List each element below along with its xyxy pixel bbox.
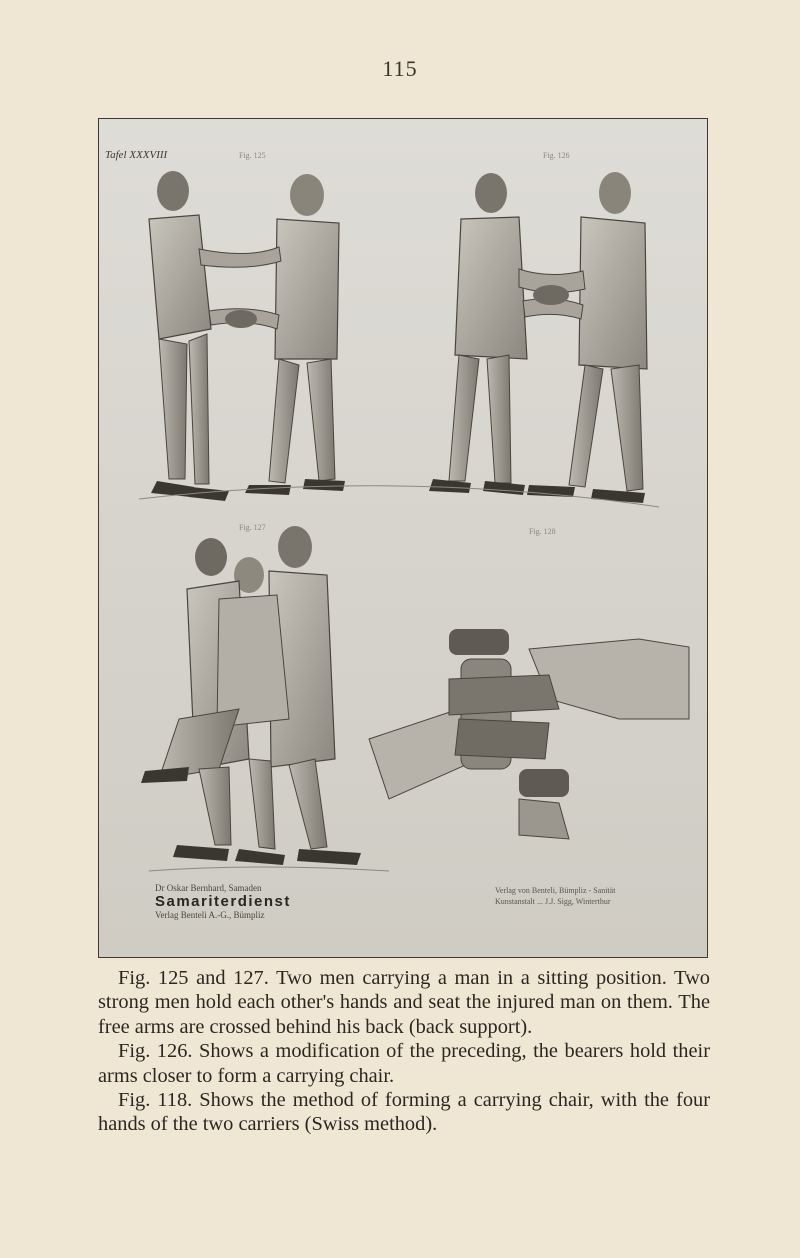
credit-right-line-2: Kunstanstalt ... J.J. Sigg, Winterthur [495, 897, 611, 906]
credit-author: Dr Oskar Bernhard, Samaden [155, 883, 262, 893]
caption-paragraph: Fig. 118. Shows the method of forming a carrying chair, with the four hands of the two carriers (Swiss method). [98, 1089, 710, 1136]
plate-credit-right [495, 885, 700, 907]
page-number: 115 [382, 56, 418, 81]
illustration-plate [98, 118, 708, 958]
credit-right-line-1: Verlag von Benteli, Bümpliz - Sanität [495, 886, 616, 895]
caption-paragraph: Fig. 125 and 127. Two men carrying a man in a sitting position. Two strong men hold each other's hands and seat the injured man on them. The free arms are crossed behind his back (back support). [98, 967, 710, 1038]
figure-mark: Fig. 127 [239, 523, 266, 532]
credit-publisher: Verlag Benteli A.-G., Bümpliz [155, 910, 265, 920]
credit-title: Samariterdienst [155, 893, 291, 910]
figure-mark: Fig. 126 [543, 151, 570, 160]
figure-caption [98, 966, 710, 1137]
caption-paragraph: Fig. 126. Shows a modification of the preceding, the bearers hold their arms closer to form a carrying chair. [98, 1040, 710, 1087]
plate-id-label: Tafel XXXVIII [105, 149, 168, 161]
figure-mark: Fig. 125 [239, 151, 266, 160]
plate-illustration [99, 119, 708, 958]
plate-credit-left [155, 883, 291, 920]
figure-mark: Fig. 128 [529, 527, 556, 536]
